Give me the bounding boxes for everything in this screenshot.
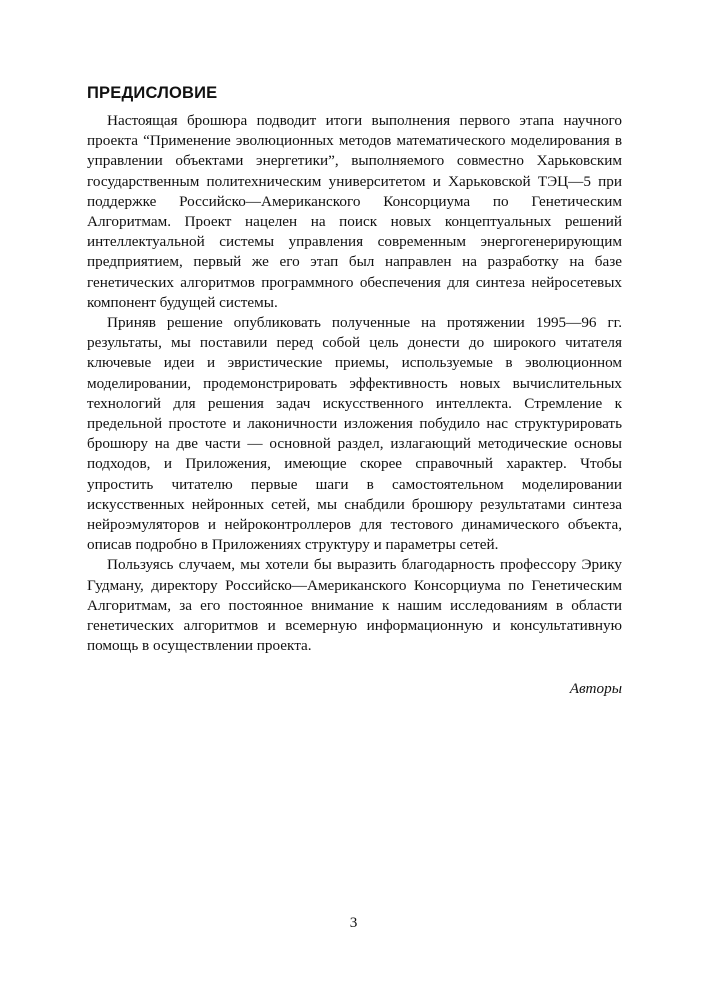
page-number: 3 xyxy=(349,914,358,931)
paragraph-1: Настоящая брошюра подводит итоги выполнения первого этапа научного проекта “Применение эволюционных методов математического моделирования в управлении объектами энергетики”, выполняемого совместно Харьковским государственным политехническим университетом и Харьковской ТЭЦ—5 при поддержке Российско—Американского Консорциума по Генетическим Алгоритмам. Проект нацелен на поиск новых концептуальных решений интеллектуальной системы управления современным энергогенерирующим предприятием, первый же его этап был направлен на разработку на базе генетических алгоритмов программного обеспечения для синтеза нейросетевых компонент будущей системы. xyxy=(87,112,622,311)
paragraph-3: Пользуясь случаем, мы хотели бы выразить благодарность профессору Эрику Гудману, директору Российско—Американского Консорциума по Генетическим Алгоритмам, за его постоянное внимание к нашим исследованиям в области генетических алгоритмов и всемерную информационную и консультативную помощь в осуществлении проекта. xyxy=(87,556,622,655)
section-heading: ПРЕДИСЛОВИЕ xyxy=(87,84,218,102)
author-signature: Авторы xyxy=(569,680,622,697)
preface-body xyxy=(87,111,622,656)
paragraph-2: Приняв решение опубликовать полученные на протяжении 1995—96 гг. результаты, мы поставили перед собой цель донести до широкого читателя ключевые идеи и эвристические приемы, используемые в эволюционном моделировании, продемонстрировать эффективность новых вычислительных технологий для решения задач искусственного интеллекта. Стремление к предельной простоте и лаконичности изложения побудило нас структурировать брошюру на две части — основной раздел, излагающий методические основы подходов, и Приложения, имеющие скорее справочный характер. Чтобы упростить читателю первые шаги в самостоятельном моделировании искусственных нейронных сетей, мы снабдили брошюру результатами синтеза нейроэмуляторов и нейроконтроллеров для тестового динамического объекта, описав подробно в Приложениях структуру и параметры сетей. xyxy=(87,314,622,554)
